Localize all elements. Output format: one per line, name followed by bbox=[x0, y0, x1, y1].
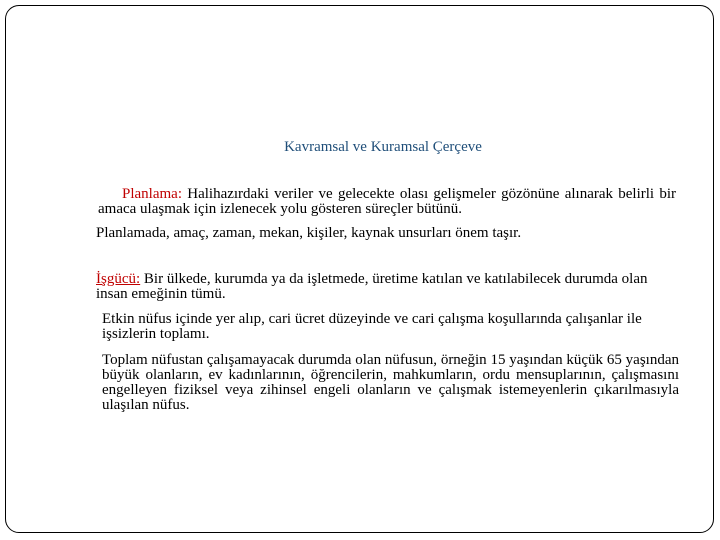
slide-title: Kavramsal ve Kuramsal Çerçeve bbox=[284, 139, 482, 155]
isgucu-definition bbox=[96, 272, 681, 302]
isgucu-text: Bir ülkede, kurumda ya da işletmede, üretime katılan ve katılabilecek durumda olan insan emeğinin tümü. bbox=[96, 271, 648, 302]
planlama-elements: Planlamada, amaç, zaman, mekan, kişiler, kaynak unsurları önem taşır. bbox=[96, 225, 522, 241]
etkin-nufus-definition: Etkin nüfus içinde yer alıp, cari ücret düzeyinde ve cari çalışma koşullarında çalışanlar ile işsizlerin toplamı. bbox=[102, 311, 642, 342]
planlama-text: Halihazırdaki veriler ve gelecekte olası gelişmeler gözönüne alınarak belirli bir amaca ulaşmak için izlenecek yolu gösteren süreçler bütünü. bbox=[98, 186, 676, 217]
planlama-definition bbox=[98, 187, 676, 217]
isgucu-term: İşgücü: bbox=[96, 271, 141, 287]
planlama-term: Planlama: bbox=[122, 186, 182, 202]
slide bbox=[5, 5, 714, 533]
toplam-nufus-definition: Toplam nüfustan çalışamayacak durumda olan nüfusun, örneğin 15 yaşından küçük 65 yaşından büyük olanların, ev kadınlarının, öğrencilerin, mahkumların, ordu mensuplarının, çalışmasını engelleyen fiziksel veya zihinsel engeli olanların ve çalışmak istemeyenlerin çıkarılmasıyla ulaşılan nüfus. bbox=[102, 352, 679, 413]
